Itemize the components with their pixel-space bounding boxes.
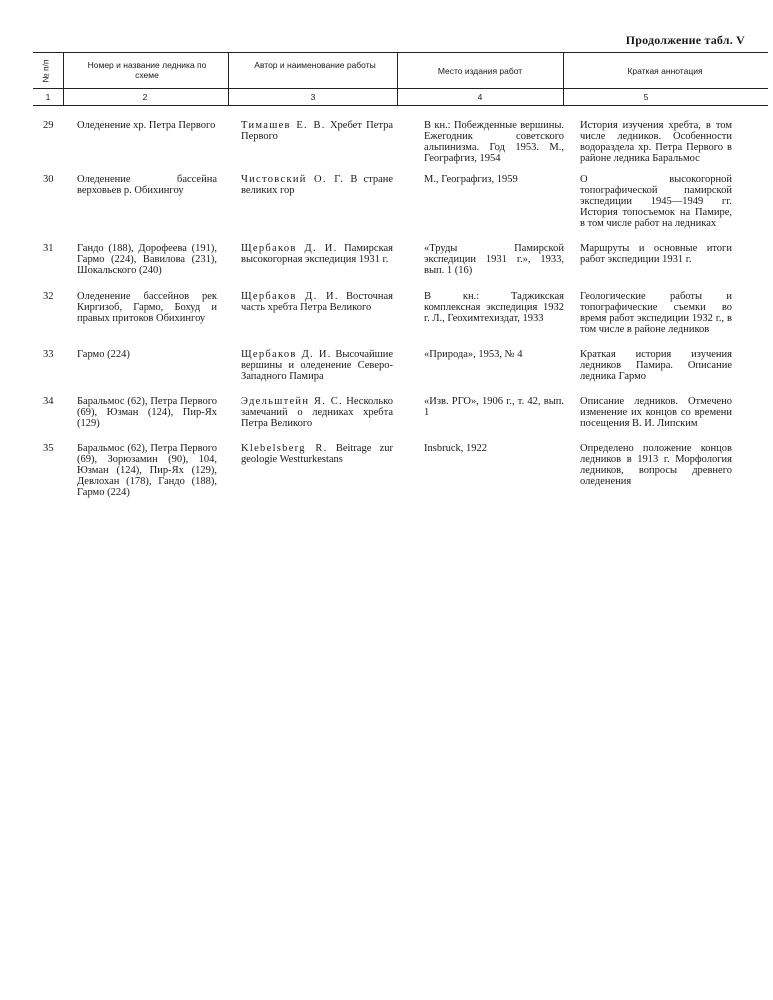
glacier-name: Оледенение хр. Петра Первого bbox=[77, 120, 216, 131]
annotation: О высокогорной топографической памирской экспедиции 1945—1949 гг. История топосъемок на Памире, в том числе работ на ледниках bbox=[580, 174, 732, 229]
work-title: Хребет Петра Первого bbox=[241, 120, 394, 142]
publication-place: «Труды Памирской экспедиции 1931 г.», 1933, вып. 1 (16) bbox=[424, 243, 564, 276]
author-name: Klebelsberg R. bbox=[241, 443, 328, 454]
glacier-name: Гармо (224) bbox=[77, 349, 130, 360]
header-num-1: 1 bbox=[45, 92, 51, 102]
header-num-3: 3 bbox=[310, 92, 316, 102]
annotation: Определено положение концов ледников в 1913 г. Морфология ледников, вопросы древнего оледенения bbox=[580, 443, 732, 487]
glacier-name: Гандо (188), Дорофеева (191), Гармо (224), Вавилова (231), Шокальского (240) bbox=[77, 243, 217, 276]
row-number: 34 bbox=[43, 396, 54, 407]
row-number: 29 bbox=[43, 120, 54, 131]
glacier-name: Оледенение бассейнов рек Киргизоб, Гармо, Бохуд и правых притоков Обихингоу bbox=[77, 291, 217, 324]
table-top-rule bbox=[33, 52, 768, 53]
annotation: Геологические работы и топографические съемки во время работ экспедиции 1932 г., в том числе в районе ледников bbox=[580, 291, 732, 335]
author-cell bbox=[241, 291, 393, 313]
work-title: Beitrage zur geologie Westturkestans bbox=[241, 443, 393, 465]
work-title: Памирская высокогорная экспедиция 1931 г. bbox=[241, 243, 394, 265]
author-cell bbox=[241, 349, 393, 382]
work-title: В стране великих гор bbox=[241, 174, 394, 196]
header-num-2: 2 bbox=[142, 92, 148, 102]
table-number-rule bbox=[33, 105, 768, 106]
publication-place: В кн.: Побежденные вершины. Ежегодник советского альпинизма. Год 1953. М., Географгиз, 1954 bbox=[424, 120, 564, 164]
author-name: Щербаков Д. И. bbox=[241, 243, 338, 254]
work-title: Восточная часть хребта Петра Великого bbox=[241, 291, 393, 313]
author-cell bbox=[241, 174, 393, 196]
author-cell bbox=[241, 243, 393, 265]
annotation: Описание ледников. Отмечено изменение их концов со времени посещения В. И. Липским bbox=[580, 396, 732, 429]
author-cell bbox=[241, 396, 393, 429]
header-col-author: Автор и наименование работы bbox=[254, 60, 376, 70]
glacier-name: Баральмос (62), Петра Первого (69), Зорюзамин (90), 104, Юзман (124), Пир-Ях (129), Девлохан (178), Гандо (188), Гармо (224) bbox=[77, 443, 217, 498]
row-number: 30 bbox=[43, 174, 54, 185]
author-name: Щербаков Д. И. bbox=[241, 349, 332, 360]
header-num-5: 5 bbox=[643, 92, 649, 102]
publication-place: В кн.: Таджикская комплексная экспедиция 1932 г. Л., Геохимтехиздат, 1933 bbox=[424, 291, 564, 324]
row-number: 33 bbox=[43, 349, 54, 360]
header-col-annotation: Краткая аннотация bbox=[627, 66, 703, 76]
publication-place: Insbruck, 1922 bbox=[424, 443, 487, 454]
header-col-number bbox=[40, 58, 60, 86]
publication-place: «Природа», 1953, № 4 bbox=[424, 349, 523, 360]
header-col-glacier: Номер и название ледника по схеме bbox=[87, 60, 207, 80]
publication-place: «Изв. РГО», 1906 г., т. 42, вып. 1 bbox=[424, 396, 564, 418]
annotation: История изучения хребта, в том числе ледников. Особенности водораздела хр. Петра Первого в районе ледника Баральмос bbox=[580, 120, 732, 164]
table-header-rule bbox=[33, 88, 768, 89]
annotation: Маршруты и основные итоги работ экспедиции 1931 г. bbox=[580, 243, 732, 265]
column-divider bbox=[397, 52, 398, 106]
continuation-label: Продолжение табл. V bbox=[625, 33, 745, 47]
author-name: Чистовский О. Г. bbox=[241, 174, 345, 185]
author-cell bbox=[241, 443, 393, 465]
row-number: 35 bbox=[43, 443, 54, 454]
work-title: Высочайшие вершины и оледенение Северо-Западного Памира bbox=[241, 349, 394, 382]
column-divider bbox=[563, 52, 564, 106]
author-name: Щербаков Д. И. bbox=[241, 291, 339, 302]
row-number: 31 bbox=[43, 243, 54, 254]
author-cell bbox=[241, 120, 393, 142]
annotation: Краткая история изучения ледников Памира. Описание ледника Гармо bbox=[580, 349, 732, 382]
row-number: 32 bbox=[43, 291, 54, 302]
header-col-place: Место издания работ bbox=[437, 66, 523, 76]
work-title: Несколько замечаний о ледниках хребта Петра Великого bbox=[241, 396, 393, 429]
publication-place: М., Географгиз, 1959 bbox=[424, 174, 518, 185]
header-num-4: 4 bbox=[477, 92, 483, 102]
column-divider bbox=[63, 52, 64, 106]
glacier-name: Оледенение бассейна верховьев р. Обихингоу bbox=[77, 174, 217, 196]
glacier-name: Баральмос (62), Петра Первого (69), Юзман (124), Пир-Ях (129) bbox=[77, 396, 217, 429]
author-name: Эдельштейн Я. С. bbox=[241, 396, 343, 407]
author-name: Тимашев Е. В. bbox=[241, 120, 326, 131]
column-divider bbox=[228, 52, 229, 106]
header-col-number-label: № п/п bbox=[40, 59, 51, 83]
